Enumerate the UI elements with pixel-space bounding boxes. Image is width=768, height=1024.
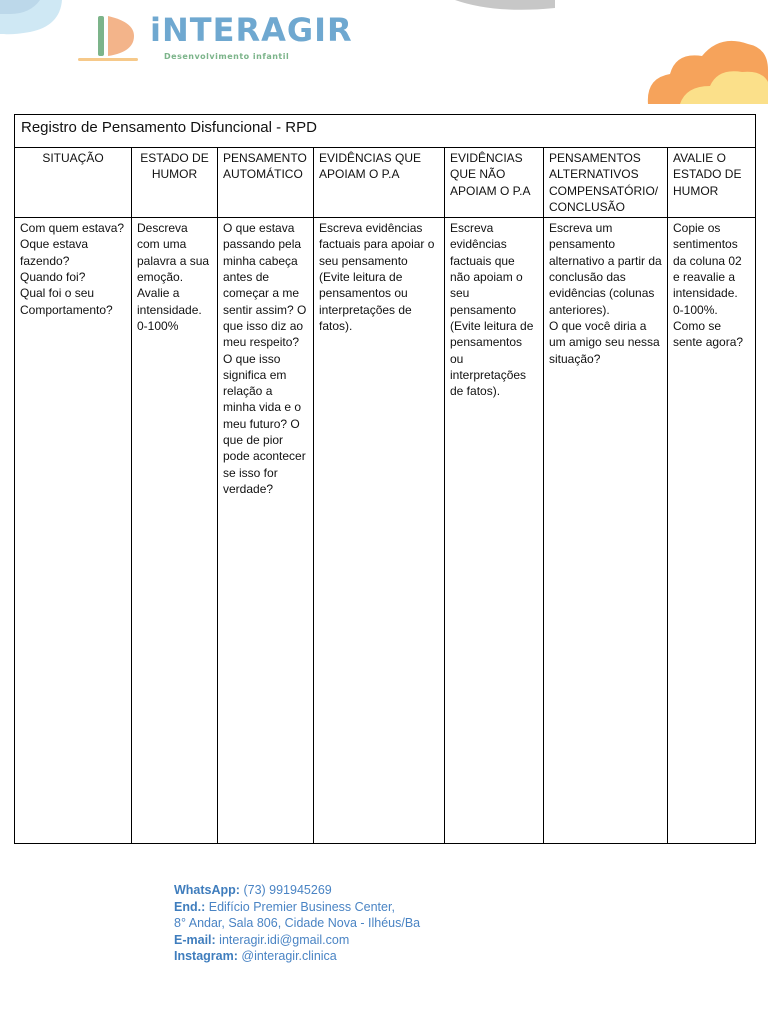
body-row: [15, 218, 756, 844]
email-line: [174, 932, 420, 949]
header-pensamento-automatico: PENSAMENTO AUTOMÁTICO: [218, 148, 314, 218]
cell-situacao[interactable]: Com quem estava? Oque estava fazendo? Quando foi? Qual foi o seu Comportamento?: [15, 218, 132, 844]
contact-footer: [174, 882, 420, 965]
table-title: Registro de Pensamento Disfuncional - RPD: [15, 115, 756, 148]
header-row: [15, 148, 756, 218]
address-line-1: Edifício Premier Business Center,: [208, 899, 395, 914]
instagram-label: Instagram:: [174, 949, 238, 963]
cell-pensamentos-alternativos[interactable]: Escreva um pensamento alternativo a partir da conclusão das evidências (colunas anteriores). O que você diria a um amigo seu nessa situação?: [544, 218, 668, 844]
cell-evidencias-apoiam[interactable]: Escreva evidências factuais para apoiar o seu pensamento (Evite leitura de pensamentos ou interpretações de fatos).: [314, 218, 445, 844]
cell-evidencias-nao-apoiam[interactable]: Escreva evidências factuais que não apoiam o seu pensamento (Evite leitura de pensamentos ou interpretações de fatos).: [445, 218, 544, 844]
instagram-link[interactable]: @interagir.clinica: [241, 949, 337, 963]
header-pensamentos-alternativos: PENSAMENTOS ALTERNATIVOS COMPENSATÓRIO/ CONCLUSÃO: [544, 148, 668, 218]
whatsapp-label: WhatsApp:: [174, 883, 240, 897]
header-avalie-estado-humor: AVALIE O ESTADO DE HUMOR: [668, 148, 756, 218]
header-situacao: SITUAÇÃO: [15, 148, 132, 218]
cloud-decoration: [640, 30, 768, 106]
rpd-table: [14, 114, 756, 844]
brand-tagline: Desenvolvimento infantil: [164, 52, 290, 61]
whatsapp-line: [174, 882, 420, 899]
address-line: [174, 899, 420, 916]
corner-decoration-left: [0, 0, 70, 40]
cell-avalie-estado-humor[interactable]: Copie os sentimentos da coluna 02 e reavalie a intensidade. 0-100%. Como se sente agora?: [668, 218, 756, 844]
address-label: End.:: [174, 899, 206, 914]
brand-name: iNTERAGIR: [150, 11, 353, 49]
cell-pensamento-automatico[interactable]: O que estava passando pela minha cabeça antes de começar a me sentir assim? O que isso diz ao meu respeito? O que isso significa em relação a minha vida e o meu futuro? O que de pior pode acontecer se isso for verdade?: [218, 218, 314, 844]
header-evidencias-nao-apoiam: EVIDÊNCIAS QUE NÃO APOIAM O P.A: [445, 148, 544, 218]
header-estado-de-humor: ESTADO DE HUMOR: [132, 148, 218, 218]
header-evidencias-apoiam: EVIDÊNCIAS QUE APOIAM O P.A: [314, 148, 445, 218]
whatsapp-number[interactable]: (73) 991945269: [243, 883, 332, 897]
cell-estado-de-humor[interactable]: Descreva com uma palavra a sua emoção. Avalie a intensidade. 0-100%: [132, 218, 218, 844]
address-line-2: 8° Andar, Sala 806, Cidade Nova - Ilhéus/Ba: [174, 916, 421, 930]
instagram-line: [174, 948, 420, 965]
email-link[interactable]: interagir.idi@gmail.com: [219, 932, 350, 947]
email-label: E-mail:: [174, 932, 216, 947]
swoosh-decoration: [455, 0, 565, 16]
